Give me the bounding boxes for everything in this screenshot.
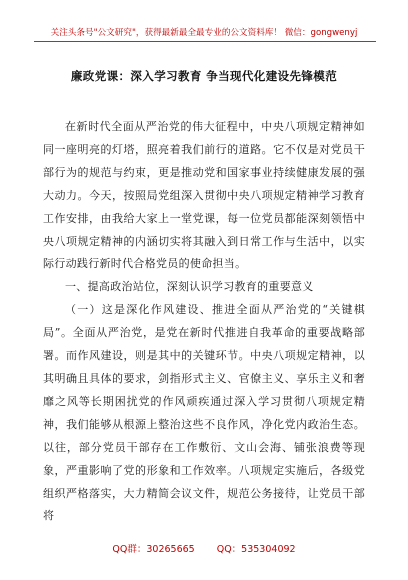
- intro-paragraph: 在新时代全面从严治党的伟大征程中，中央八项规定精神如同一座明亮的灯塔，照亮着我们前行的道路。它不仅是对党员干部行为的规范与约束，更是推动党和国家事业持续健康发展的强大动力。今天，按照局党组深入贯彻中央八项规定精神学习教育工作安排，由我给大家上一堂党课，每一位党员都能深刻领悟中央八项规定精神的内涵切实将其融入到日常工作与生活中，以实际行动践行新时代合格党员的使命担当。: [43, 120, 365, 271]
- document-body: [43, 116, 365, 528]
- header-divider: [34, 41, 376, 42]
- section-heading: 一、提高政治站位，深刻认识学习教育的重要意义: [65, 280, 314, 294]
- document-title: 廉政党课：深入学习教育 争当现代化建设先锋模范: [70, 69, 338, 83]
- footer-qq: QQ：535304092: [216, 544, 296, 555]
- header-note: 关注头条号"公文研究"，获得最新最全最专业的公文资料库！ 微信：gongwenyj: [50, 28, 358, 38]
- footer: [0, 541, 408, 555]
- footer-qq-group: QQ群：30265665: [112, 544, 195, 555]
- section-paragraph: （一）这是深化作风建设、推进全面从严治党的“关键棋局”。全面从严治党，是党在新时代推进自我革命的重要战略部署。而作风建设，则是其中的关键环节。中央八项规定精神，以其明确且具体的要求，剑指形式主义、官僚主义、享乐主义和奢靡之风等长期困扰党的作风顽疾通过深入学习贯彻八项规定精神，我们能够从根源上整治这些不良作风，净化党内政治生态。以往，部分党员干部存在工作敷衍、文山会海、铺张浪费等现象，严重影响了党的形象和工作效率。八项规定实施后，各级党组织严格落实，大力精简会议文件，规范公务接待，让党员干部将: [43, 303, 365, 523]
